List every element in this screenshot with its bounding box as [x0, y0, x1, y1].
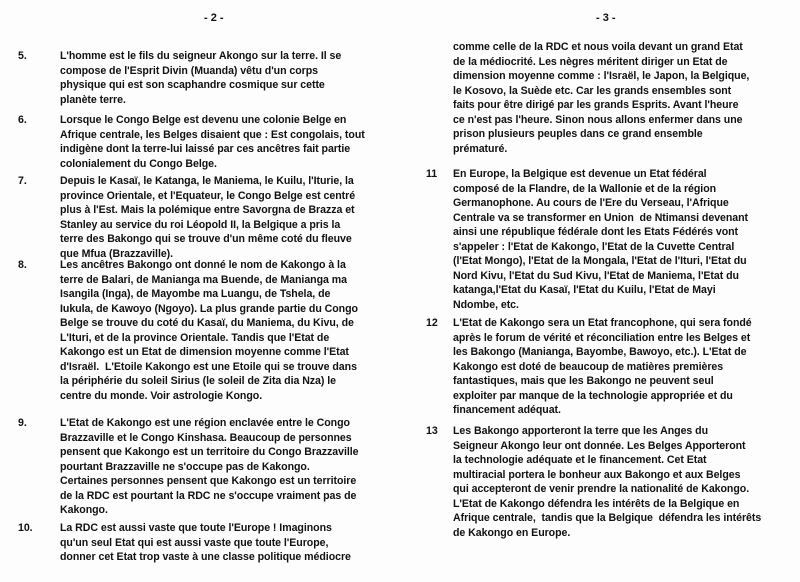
text-line: de la médiocrité. Les nègres méritent diriger un Etat de	[453, 55, 728, 68]
right-page	[400, 0, 800, 582]
paragraph-number: 10.	[18, 522, 33, 534]
paragraph-number: 9.	[18, 417, 27, 429]
text-line: Isangila (Inga), de Mayombe ma Luangu, de Tshela, de	[60, 288, 331, 301]
text-line: L'Ituri, et de la province Orientale. Tandis que l'Etat de	[60, 331, 330, 344]
paragraph-number: 8.	[18, 259, 27, 271]
text-line: colonialement du Congo Belge.	[60, 157, 217, 170]
text-line: planète terre.	[60, 93, 126, 106]
text-line: Afrique centrale, les Belges disaient que : Est congolais, tout	[60, 128, 365, 141]
text-line: prison plusieurs peuples dans ce grand ensemble	[453, 128, 703, 141]
paragraph	[400, 167, 798, 312]
paragraph	[18, 416, 394, 518]
text-line: fantastiques, mais que les Bakongo ne peuvent seul	[453, 375, 714, 388]
text-line: Nord Kivu, l'Etat du Sud Kivu, l'Etat de Maniema, l'Etat du	[453, 269, 739, 282]
paragraph-number: 7.	[18, 175, 27, 187]
text-line: plus à l'Est. Mais la polémique entre Savorgna de Brazza et	[60, 204, 355, 217]
text-line: compose de l'Esprit Divin (Muanda) vêtu d'un corps	[60, 64, 318, 77]
text-line: terre des Bakongo qui se trouve d'un même coté du fleuve	[60, 233, 352, 246]
text-line: L'Etat de Kakongo est une région enclavée entre le Congo	[60, 417, 350, 429]
text-line: Kakongo.	[60, 504, 108, 517]
text-line: L'Etat de Kakongo sera un Etat francophone, qui sera fondé	[453, 317, 752, 329]
text-line: les Bakongo (Maniangа, Bayombe, Bawoyo, etc.). L'Etat de	[453, 346, 747, 359]
text-line: Certaines personnes pensent que Kakongo est un territoire	[60, 475, 357, 488]
text-line: Stanley au service du roi Léopold II, la Belgique a pris la	[60, 218, 341, 231]
text-line: de la RDC est pourtant la RDC ne s'occupe vraiment pas de	[60, 489, 357, 502]
text-line: pourtant Brazzaville ne s'occupe pas de Kakongo.	[60, 460, 310, 473]
text-line: que Mfua (Brazzaville).	[60, 247, 174, 260]
text-line: physique qui est son scaphandre cosmique sur cette	[60, 79, 325, 92]
paragraph-number: 12	[426, 317, 438, 329]
text-line: prématuré.	[453, 142, 508, 155]
text-line: Belge se trouve du coté du Kasaï, du Maniema, du Kivu, de	[60, 317, 354, 330]
text-line: qu'un seul Etat qui est aussi vaste que toute l'Europe,	[60, 536, 329, 549]
text-line: En Europe, la Belgique est devenue un Etat fédéral	[453, 168, 707, 180]
text-line: L'homme est le fils du seigneur Akongo sur la terre. Il se	[60, 50, 342, 62]
paragraph	[400, 424, 798, 540]
text-line: Kakongo est doté de beaucoup de matières premières	[453, 360, 724, 373]
text-line: Seigneur Akongo leur ont donnée. Les Belges Apporteront	[453, 439, 746, 452]
paragraph	[18, 174, 394, 261]
text-line: comme celle de la RDC et nous voila devant un grand Etat	[453, 41, 743, 53]
paragraph-number: 5.	[18, 50, 27, 62]
text-line: Germanophone. Au cours de l'Ere du Verseau, l'Afrique	[453, 197, 729, 210]
text-line: pensent que Kakongo est un territoire du Congo Brazzaville	[60, 446, 359, 459]
text-line: Iukula, de Kawoyo (Ngoyo). La plus grande partie du Congo	[60, 302, 358, 315]
text-line: d'Israël. L'Etoile Kakongo est une Etoile qui se trouve dans	[60, 360, 357, 373]
text-line: Centrale va se transformer en Union de Ntimansi devenant	[453, 211, 749, 224]
text-line: Ndombe, etc.	[453, 298, 519, 311]
text-line: Lorsque le Congo Belge est devenu une colonie Belge en	[60, 114, 347, 126]
text-line: centre du monde. Voir astrologie Kongo.	[60, 389, 263, 402]
text-line: Depuis le Kasaï, le Katanga, le Maniema, le Kuilu, l'Iturie, la	[60, 175, 354, 187]
page-number-left: - 2 -	[204, 12, 224, 24]
text-line: dimension moyenne comme : l'Israël, le Japon, la Belgique,	[453, 70, 750, 83]
text-line: multiracial portera le bonheur aux Bakongo et aux Belges	[453, 468, 741, 481]
paragraph	[18, 258, 394, 403]
text-line: L'Etat de Kakongo défendra les intérêts de la Belgique en	[453, 497, 740, 510]
text-line: indigène dont la terre-lui laissé par ces ancêtres fait partie	[60, 143, 351, 156]
text-line: Les Bakongo apporteront la terre que les Anges du	[453, 425, 708, 437]
text-line: qui accepteront de venir prendre la nationalité de Kakongo.	[453, 483, 750, 496]
paragraph	[18, 113, 394, 171]
text-line: exploiter par manque de la technologie appropriée et du	[453, 389, 733, 402]
text-line: Afrique centrale, tandis que la Belgique défendra les intérêts	[453, 512, 762, 525]
paragraph	[18, 49, 394, 107]
text-line: composé de la Flandre, de la Wallonie et de la région	[453, 182, 717, 195]
paragraph	[18, 521, 394, 565]
text-line: La RDC est aussi vaste que toute l'Europe ! Imaginons	[60, 522, 332, 534]
text-line: faits pour être dirigé par les grands Esprits. Avant l'heure	[453, 99, 739, 112]
text-line: terre de Balari, de Maniangа ma Buende, de Maniangа ma	[60, 273, 347, 286]
page-number-right: - 3 -	[596, 12, 616, 24]
text-line: après le forum de vérité et réconciliation entre les Belges et	[453, 331, 751, 344]
text-line: Les ancêtres Bakongo ont donné le nom de Kakongo à la	[60, 259, 346, 271]
paragraph-number: 13	[426, 425, 438, 437]
text-line: la périphérie du soleil Sirius (le soleil de Zita dia Nza) le	[60, 375, 336, 388]
paragraph	[400, 40, 798, 156]
text-line: le Kosovo, la Suède etc. Car les grands ensembles sont	[453, 84, 732, 97]
text-line: province Orientale, et l'Equateur, le Congo Belge est centré	[60, 189, 356, 202]
text-line: ainsi une république fédérale dont les Etats Fédérés vont	[453, 226, 739, 239]
paragraph-number: 11	[426, 168, 438, 180]
paragraph	[400, 316, 798, 418]
text-line: (l'Etat Mongo), l'Etat de la Mongala, l'Etat de l'Ituri, l'Etat du	[453, 255, 747, 268]
text-line: la technologie adéquate et le financement. Cet Etat	[453, 454, 707, 467]
text-line: Kakongo est un Etat de dimension moyenne comme l'Etat	[60, 346, 349, 359]
text-line: s'appeler : l'Etat de Kakongo, l'Etat de la Cuvette Central	[453, 240, 735, 253]
paragraph-number: 6.	[18, 114, 27, 126]
text-line: de Kakongo en Europe.	[453, 526, 571, 539]
text-line: katanga,l'Etat du Kasaï, l'Etat du Kuilu, l'Etat de Mayi	[453, 284, 716, 297]
text-line: donner cet Etat trop vaste à une classe politique médiocre	[60, 551, 351, 564]
text-line: financement adéquat.	[453, 404, 561, 417]
text-line: Brazzaville et le Congo Kinshasa. Beaucoup de personnes	[60, 431, 352, 444]
text-line: ce n'est pas l'heure. Sinon nous allons enfermer dans une	[453, 113, 743, 126]
